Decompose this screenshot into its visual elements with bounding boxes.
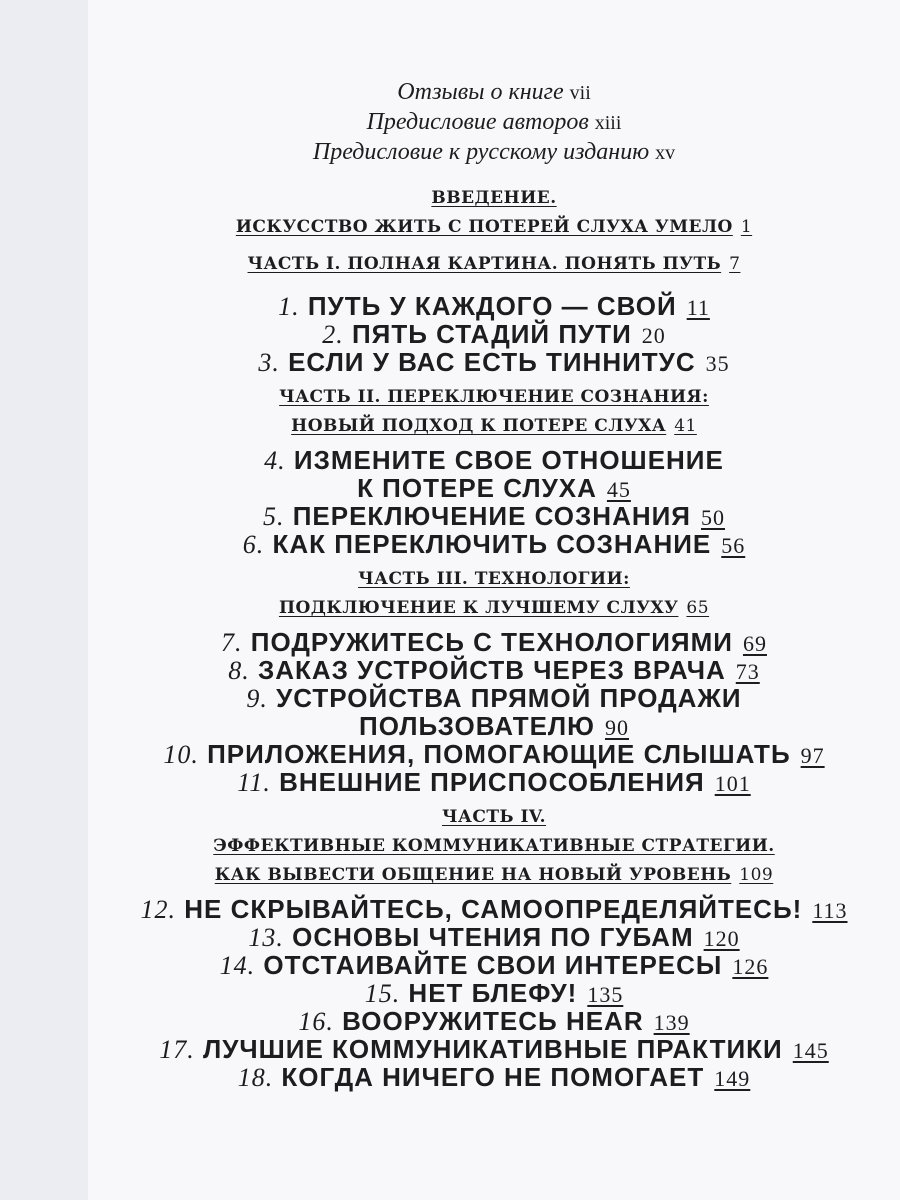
chapter-number: 13. <box>248 923 284 952</box>
toc-chapter-13 <box>88 924 900 952</box>
chapter-title: ЛУЧШИЕ КОММУНИКАТИВНЫЕ ПРАКТИКИ <box>202 1034 783 1064</box>
toc-entry-title: Отзывы о книге <box>397 79 564 105</box>
chapter-title: ПРИЛОЖЕНИЯ, ПОМОГАЮЩИЕ СЛЫШАТЬ <box>207 739 791 769</box>
toc-page-number: 69 <box>742 631 767 656</box>
toc-front-russian-preface <box>88 140 900 170</box>
chapter-title: НЕТ БЛЕФУ! <box>408 978 578 1008</box>
chapter-title: ЕСЛИ У ВАС ЕСТЬ ТИННИТУС <box>288 347 696 377</box>
toc-part-3-heading <box>88 571 900 600</box>
toc-page-number: 149 <box>714 1066 751 1091</box>
toc-page-number: xiii <box>594 112 622 134</box>
toc-page-number: 50 <box>701 505 725 530</box>
chapter-number: 3. <box>258 348 280 377</box>
toc-chapter-4-cont <box>88 475 900 503</box>
toc-page-number: vii <box>569 82 591 104</box>
toc-chapter-1 <box>88 293 900 321</box>
toc-page-number: 41 <box>674 416 697 436</box>
toc-front-reviews <box>88 80 900 110</box>
toc-chapter-9-cont <box>88 713 900 741</box>
toc-chapter-4 <box>88 447 900 475</box>
toc-part-2-heading <box>88 389 900 418</box>
toc-chapter-12 <box>88 896 900 924</box>
toc-chapter-2 <box>88 321 900 349</box>
toc-page-number: 56 <box>721 533 746 558</box>
toc-part-2-subtitle <box>88 418 900 447</box>
toc-page-number: 20 <box>641 323 666 348</box>
chapter-title: ВООРУЖИТЕСЬ HEAR <box>342 1006 644 1036</box>
toc-part-1-heading <box>88 256 900 285</box>
toc-chapter-18 <box>88 1064 900 1092</box>
toc-page-number: xv <box>655 142 676 164</box>
table-of-contents <box>88 80 900 1092</box>
chapter-title: КОГДА НИЧЕГО НЕ ПОМОГАЕТ <box>281 1062 705 1092</box>
toc-part-4-subtitle <box>88 838 900 867</box>
toc-part-4-subtitle-2 <box>88 867 900 896</box>
toc-entry-title: Предисловие к русскому изданию <box>312 139 650 165</box>
toc-page-number: 7 <box>729 254 741 274</box>
toc-part-title: ЭФФЕКТИВНЫЕ КОММУНИКАТИВНЫЕ СТРАТЕГИИ. <box>213 836 775 856</box>
chapter-number: 11. <box>237 768 271 797</box>
toc-page-number: 135 <box>587 982 624 1007</box>
chapter-title: НЕ СКРЫВАЙТЕСЬ, САМООПРЕДЕЛЯЙТЕСЬ! <box>184 894 803 924</box>
toc-chapter-11 <box>88 769 900 797</box>
chapter-title: КАК ПЕРЕКЛЮЧИТЬ СОЗНАНИЕ <box>272 529 712 559</box>
chapter-number: 9. <box>246 684 268 713</box>
toc-part-title: ЧАСТЬ IV. <box>441 807 547 827</box>
book-page <box>88 0 900 1200</box>
chapter-title: К ПОТЕРЕ СЛУХА <box>357 473 597 503</box>
toc-page-number: 139 <box>653 1010 690 1035</box>
chapter-number: 17. <box>159 1035 195 1064</box>
chapter-number: 2. <box>322 320 344 349</box>
toc-page-number: 35 <box>705 351 730 376</box>
chapter-title: ОТСТАИВАЙТЕ СВОИ ИНТЕРЕСЫ <box>263 950 723 980</box>
chapter-number: 4. <box>264 446 286 475</box>
toc-intro-subtitle <box>88 219 900 248</box>
toc-chapter-6 <box>88 531 900 559</box>
toc-part-title: ПОДКЛЮЧЕНИЕ К ЛУЧШЕМУ СЛУХУ <box>278 598 679 618</box>
chapter-title: ЗАКАЗ УСТРОЙСТВ ЧЕРЕЗ ВРАЧА <box>257 655 726 685</box>
toc-intro-line1: ВВЕДЕНИЕ. <box>431 188 557 208</box>
toc-chapter-5 <box>88 503 900 531</box>
toc-page-number: 90 <box>604 715 629 740</box>
toc-chapter-3 <box>88 349 900 377</box>
chapter-title: ПЯТЬ СТАДИЙ ПУТИ <box>351 319 632 349</box>
toc-page-number: 101 <box>714 771 751 796</box>
toc-part-title: КАК ВЫВЕСТИ ОБЩЕНИЕ НА НОВЫЙ УРОВЕНЬ <box>214 865 732 885</box>
toc-page-number: 65 <box>686 598 710 618</box>
chapter-number: 18. <box>237 1063 274 1092</box>
toc-chapter-9 <box>88 685 900 713</box>
toc-chapter-16 <box>88 1008 900 1036</box>
chapter-number: 6. <box>242 530 265 559</box>
toc-page-number: 73 <box>735 659 760 684</box>
toc-part-4-heading <box>88 809 900 838</box>
toc-page-number: 120 <box>703 926 740 951</box>
chapter-number: 5. <box>262 502 285 531</box>
toc-page-number: 109 <box>739 865 774 885</box>
chapter-number: 14. <box>219 951 256 980</box>
chapter-title: ПЕРЕКЛЮЧЕНИЕ СОЗНАНИЯ <box>292 501 691 531</box>
toc-front-authors-preface <box>88 110 900 140</box>
toc-part-title: НОВЫЙ ПОДХОД К ПОТЕРЕ СЛУХА <box>291 416 667 436</box>
chapter-title: УСТРОЙСТВА ПРЯМОЙ ПРОДАЖИ <box>276 683 742 713</box>
toc-chapter-14 <box>88 952 900 980</box>
toc-entry-title: Предисловие авторов <box>366 109 589 135</box>
chapter-number: 1. <box>278 292 300 321</box>
toc-page-number: 1 <box>740 217 753 237</box>
toc-intro-line2: ИСКУССТВО ЖИТЬ С ПОТЕРЕЙ СЛУХА УМЕЛО <box>235 217 733 237</box>
toc-chapter-8 <box>88 657 900 685</box>
toc-chapter-7 <box>88 629 900 657</box>
chapter-title: ПОЛЬЗОВАТЕЛЮ <box>359 711 595 741</box>
toc-part-title: ЧАСТЬ II. ПЕРЕКЛЮЧЕНИЕ СОЗНАНИЯ: <box>279 387 709 407</box>
toc-chapter-15 <box>88 980 900 1008</box>
chapter-number: 15. <box>364 979 401 1008</box>
chapter-number: 16. <box>298 1007 334 1036</box>
toc-page-number: 113 <box>812 898 848 923</box>
chapter-title: ПУТЬ У КАЖДОГО — СВОЙ <box>307 291 677 321</box>
chapter-title: ПОДРУЖИТЕСЬ С ТЕХНОЛОГИЯМИ <box>250 627 733 657</box>
chapter-title: ИЗМЕНИТЕ СВОЕ ОТНОШЕНИЕ <box>293 445 724 475</box>
toc-page-number: 45 <box>606 477 631 502</box>
chapter-number: 12. <box>140 895 176 924</box>
chapter-number: 8. <box>228 656 250 685</box>
toc-intro-heading <box>88 190 900 219</box>
toc-part-title: ЧАСТЬ III. ТЕХНОЛОГИИ: <box>358 569 630 589</box>
toc-chapter-10 <box>88 741 900 769</box>
chapter-number: 7. <box>221 628 243 657</box>
toc-page-number: 11 <box>686 295 710 320</box>
toc-part-3-subtitle <box>88 600 900 629</box>
toc-part-title: ЧАСТЬ I. ПОЛНАЯ КАРТИНА. ПОНЯТЬ ПУТЬ <box>247 254 722 274</box>
toc-page-number: 97 <box>800 743 825 768</box>
chapter-title: ОСНОВЫ ЧТЕНИЯ ПО ГУБАМ <box>292 922 694 952</box>
chapter-number: 10. <box>163 740 199 769</box>
toc-chapter-17 <box>88 1036 900 1064</box>
toc-page-number: 145 <box>792 1038 829 1063</box>
chapter-title: ВНЕШНИЕ ПРИСПОСОБЛЕНИЯ <box>279 767 705 797</box>
toc-page-number: 126 <box>732 954 769 979</box>
